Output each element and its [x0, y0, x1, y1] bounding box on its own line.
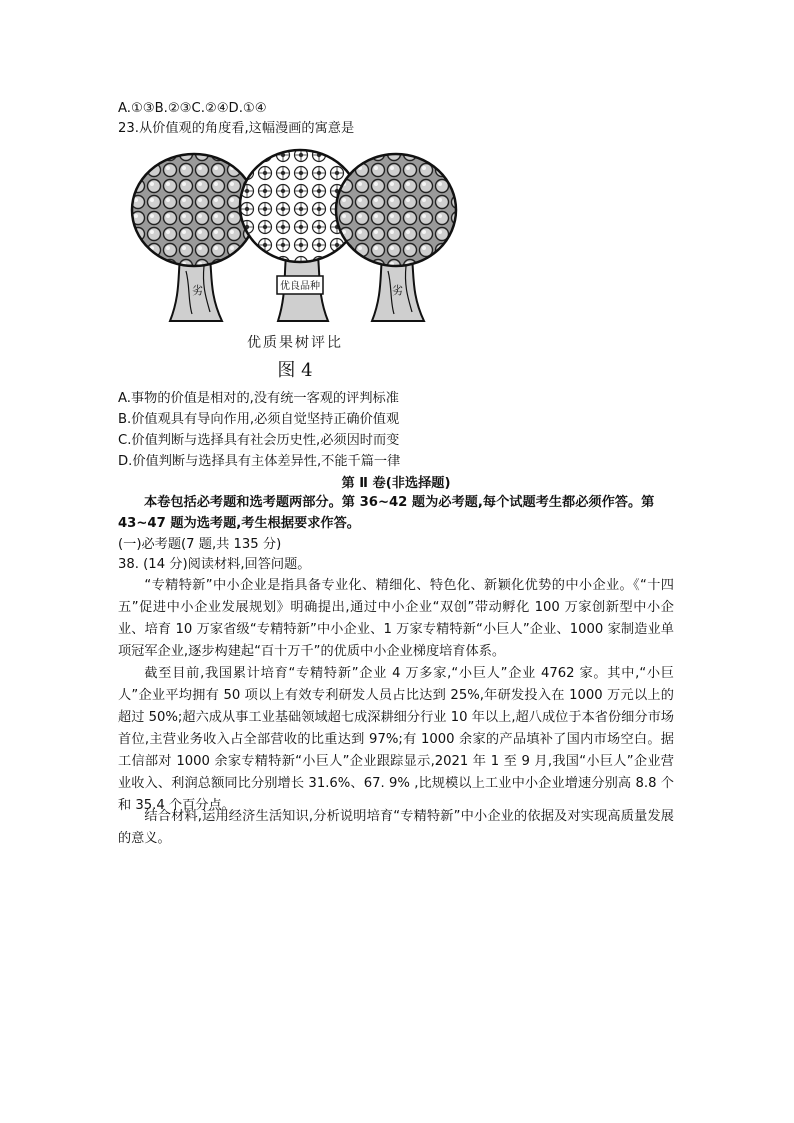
left-tree — [132, 154, 256, 321]
fruit-tree-cartoon — [130, 146, 460, 326]
figure-label: 图 4 — [277, 360, 313, 381]
option-a: A.事物的价值是相对的,没有统一客观的评判标准 — [118, 391, 399, 406]
option-c: C.价值判断与选择具有社会历史性,必须因时而变 — [118, 433, 400, 448]
option-d: D.价值判断与选择具有主体差异性,不能千篇一律 — [118, 454, 401, 469]
variety-sign: 优良品种 — [280, 281, 320, 292]
part2-title: 第 Ⅱ 卷(非选择题) — [341, 476, 451, 491]
q38-material-paragraph-2: 截至目前,我国累计培育“专精特新”企业 4 万多家,“小巨人”企业 4762 家。其中,“小巨人”企业平均拥有 50 项以上有效专利研发人员占比达到 25%,年研发投入在 1000 万元以上的超过 50%;超六成从事工业基础领域超七成深耕细分行业 10 年以上,超八成位于本省份细分市场首位,主营业务收入占全部营收的比重达到 97%;有 1000 余家的产品填补了国内市场空白。据工信部对 1000 余家专精特新“小巨人”企业跟踪显示,2021 年 1 至 9 月,我国“小巨人”企业营业收入、利润总额同比分别增长 31.6%、67. 9% ,比规模以上工业中小企业增速分别高 8.8 个和 35.4 个百分点。 — [118, 666, 674, 813]
q38-question: 结合材料,运用经济生活知识,分析说明培育“专精特新”中小企业的依据及对实现高质量发展的意义。 — [118, 809, 674, 846]
right-trunk-mark: 劣 — [392, 285, 403, 297]
left-trunk-mark: 劣 — [192, 285, 203, 297]
cartoon-figure — [130, 146, 460, 386]
q38-material-paragraph-1: “专精特新”中小企业是指具备专业化、精细化、特色化、新颖化优势的中小企业。《“十四五”促进中小企业发展规划》明确提出,通过中小企业“双创”带动孵化 100 万家创新型中小企业、培育 10 万家省级“专精特新”中小企业、1 万家专精特新“小巨人”企业、1000 家制造业单项冠军企业,逐步构建起“百十万千”的优质中小企业梯度培育体系。 — [118, 578, 674, 659]
right-tree — [336, 154, 456, 321]
q23-stem: 23.从价值观的角度看,这幅漫画的寓意是 — [118, 121, 355, 136]
part2-intro-line1: 本卷包括必考题和选考题两部分。第 36~42 题为必考题,每个试题考生都必须作答。第 — [144, 495, 655, 510]
part2-intro-line2: 43~47 题为选考题,考生根据要求作答。 — [118, 516, 360, 531]
option-b: B.价值观具有导向作用,必须自觉坚持正确价值观 — [118, 412, 400, 427]
figure-caption: 优质果树评比 — [247, 335, 343, 351]
section-heading: (一)必考题(7 题,共 135 分) — [118, 537, 282, 552]
q38-heading: 38. (14 分)阅读材料,回答问题。 — [118, 557, 311, 572]
q22-options: A.①③B.②③C.②④D.①④ — [118, 101, 267, 116]
